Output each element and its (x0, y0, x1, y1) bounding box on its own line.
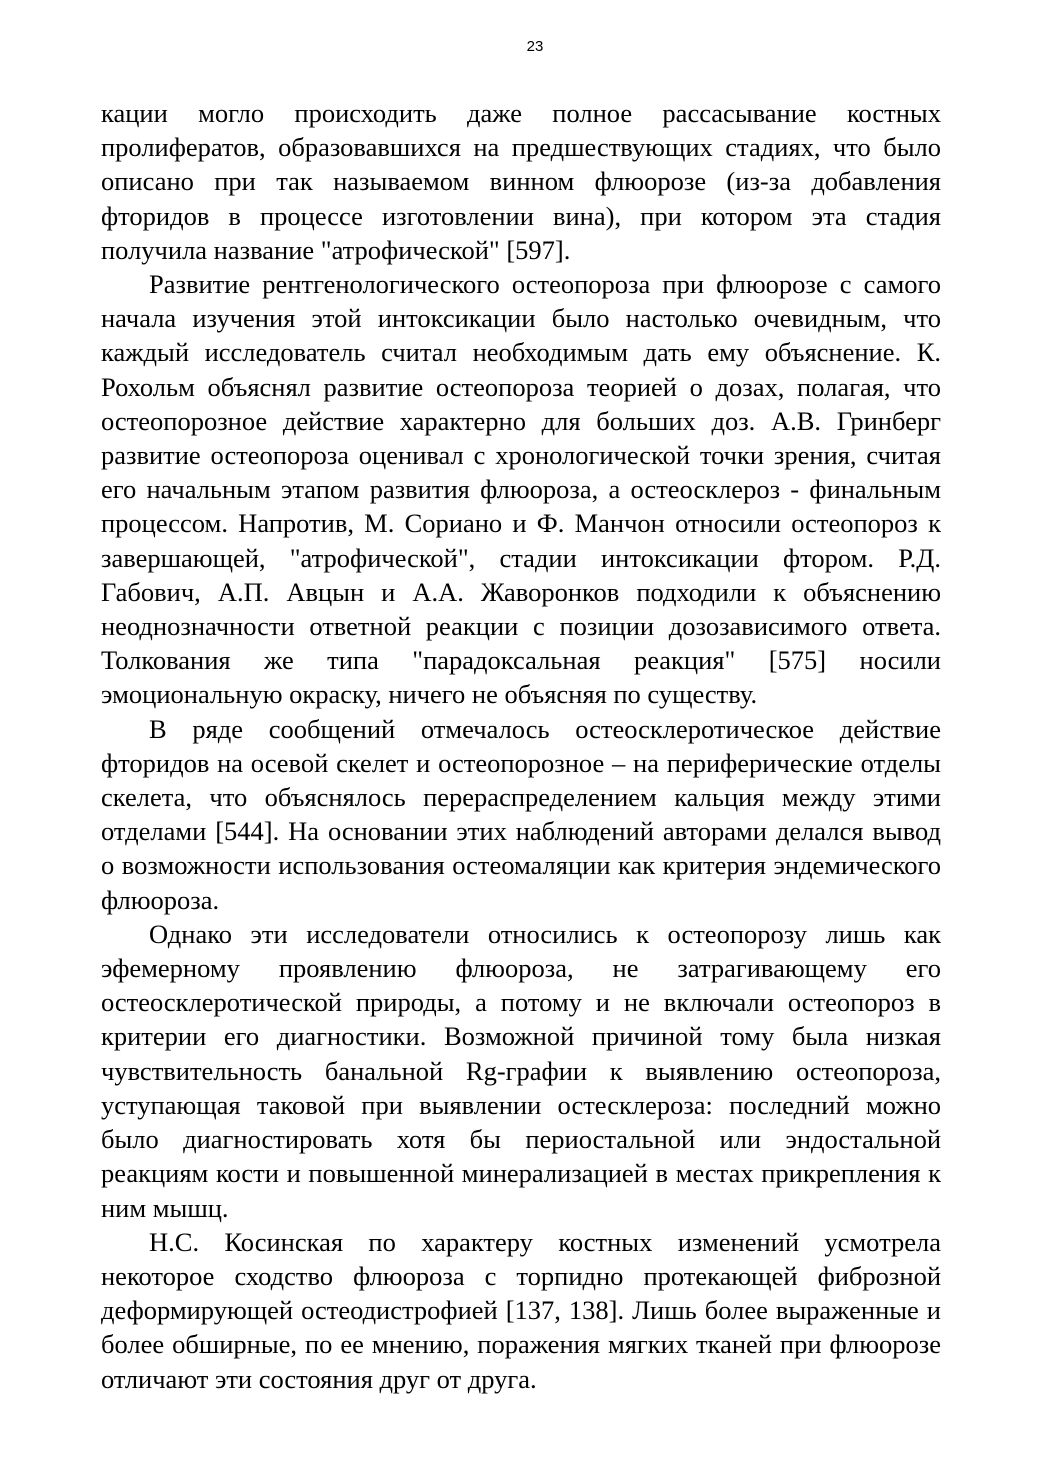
paragraph: В ряде сообщений отмечалось остеосклеротическое действие фторидов на осевой скелет и остеопорозное – на периферические отделы скелета, что объяснялось перераспределением кальция между этими отделами [544]. На основании этих наблюдений авторами делался вывод о возможности использования остеомаляции как критерия эндемического флюороза. (101, 713, 941, 915)
paragraph: Н.С. Косинская по характеру костных изменений усмотрела некоторое сходство флюороза с торпидно протекающей фиброзной деформирующей остеодистрофией [137, 138]. Лишь более выраженные и более обширные, по ее мнению, поражения мягких тканей при флюорозе отличают эти состояния друг от друга. (101, 1226, 941, 1394)
page-number: 23 (526, 38, 544, 55)
body-text (101, 96, 941, 1396)
paragraph: Развитие рентгенологического остеопороза при флюорозе с самого начала изучения этой интоксикации было настолько очевидным, что каждый исследователь считал необходимым дать ему объяснение. К. Рохольм объяснял развитие остеопороза теорией о дозах, полагая, что остеопорозное действие характерно для больших доз. А.В. Гринберг развитие остеопороза оценивал с хронологической точки зрения, считая его начальным этапом развития флюороза, а остеосклероз - финальным процессом. Напротив, М. Сориано и Ф. Манчон относили остеопороз к завершающей, "атрофической", стадии интоксикации фтором. Р.Д. Габович, А.П. Авцын и А.А. Жаворонков подходили к объяснению неоднозначности ответной реакции с позиции дозозависимого ответа. Толкования же типа "парадоксальная реакция" [575] носили эмоциональную окраску, ничего не объясняя по существу. (101, 269, 941, 710)
paragraph: Однако эти исследователи относились к остеопорозу лишь как эфемерному проявлению флюороза, не затрагивающему его остеосклеротической природы, а потому и не включали остеопороз в критерии его диагностики. Возможной причиной тому была низкая чувствительность банальной Rg-графии к выявлению остеопороза, уступающая таковой при выявлении остесклероза: последний можно было диагностировать хотя бы периостальной или эндостальной реакциям кости и повышенной минерализацией в местах прикрепления к ним мышц. (101, 918, 941, 1223)
paragraph: кации могло происходить даже полное рассасывание костных пролифератов, образовавшихся на предшествующих стадиях, что было описано при так называемом винном флюорозе (из-за добавления фторидов в процессе изготовлении вина), при котором эта стадия получила название "атрофической" [597]. (101, 98, 941, 265)
